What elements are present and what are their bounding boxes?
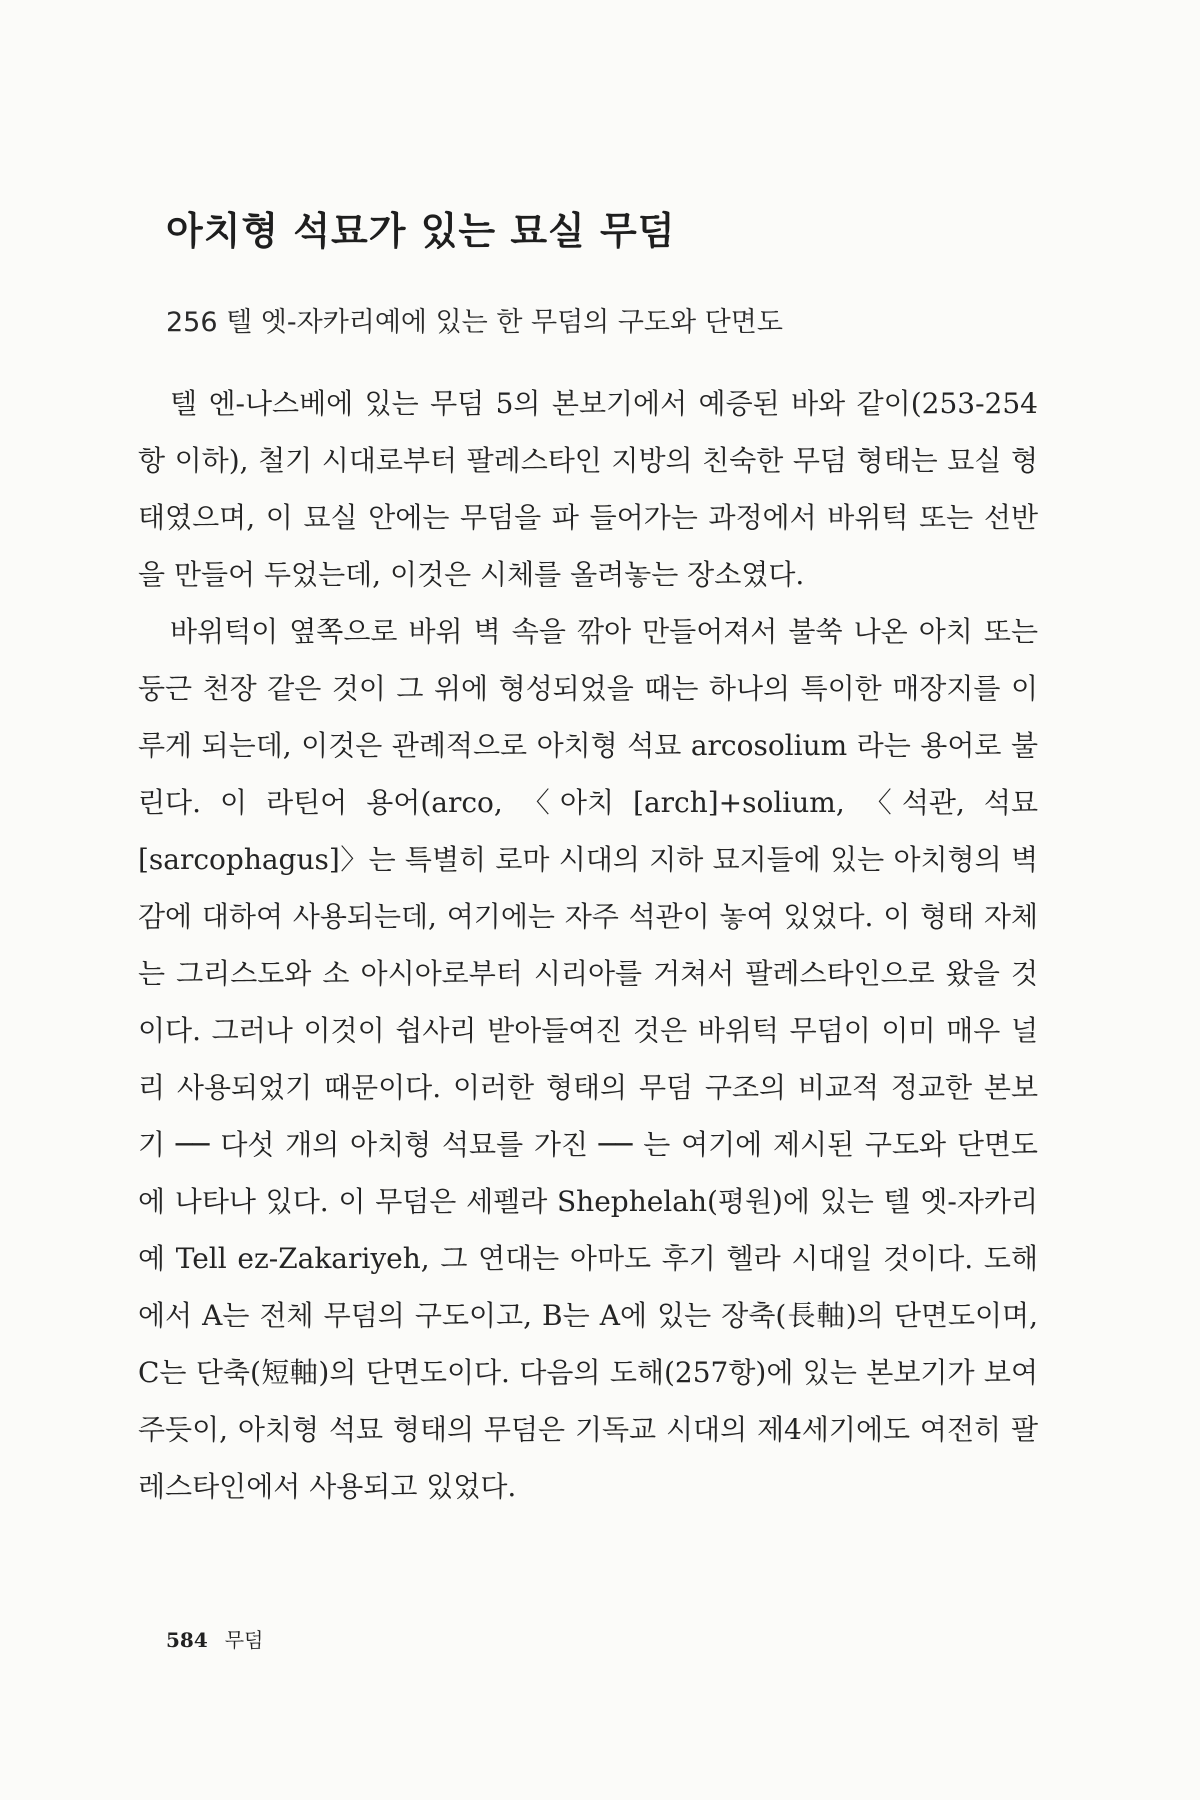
page-title: 아치형 석묘가 있는 묘실 무덤 bbox=[166, 208, 676, 253]
body-text bbox=[138, 375, 1038, 1515]
paragraph-2: 바위턱이 옆쪽으로 바위 벽 속을 깎아 만들어져서 불쑥 나온 아치 또는 둥근 천장 같은 것이 그 위에 형성되었을 때는 하나의 특이한 매장지를 이루게 되는데, 이것은 관례적으로 아치형 석묘 arcosolium 라는 용어로 불린다. 이 라틴어 용어(arco, 〈아치 [arch]+solium, 〈석관, 석묘[sarcophagus]〉는 특별히 로마 시대의 지하 묘지들에 있는 아치형의 벽감에 대하여 사용되는데, 여기에는 자주 석관이 놓여 있었다. 이 형태 자체는 그리스도와 소 아시아로부터 시리아를 거쳐서 팔레스타인으로 왔을 것이다. 그러나 이것이 쉽사리 받아들여진 것은 바위턱 무덤이 이미 매우 널리 사용되었기 때문이다. 이러한 형태의 무덤 구조의 비교적 정교한 본보기 ── 다섯 개의 아치형 석묘를 가진 ── 는 여기에 제시된 구도와 단면도에 나타나 있다. 이 무덤은 세펠라 Shephelah(평원)에 있는 텔 엣-자카리예 Tell ez-Zakariyeh, 그 연대는 아마도 후기 헬라 시대일 것이다. 도해에서 A는 전체 무덤의 구도이고, B는 A에 있는 장축(長軸)의 단면도이며, C는 단축(短軸)의 단면도이다. 다음의 도해(257항)에 있는 본보기가 보여 주듯이, 아치형 석묘 형태의 무덤은 기독교 시대의 제4세기에도 여전히 팔레스타인에서 사용되고 있었다. bbox=[138, 615, 1038, 1503]
footer-section: 무덤 bbox=[224, 1628, 264, 1652]
page-number: 584 bbox=[166, 1628, 208, 1652]
page-footer bbox=[166, 1624, 263, 1653]
figure-caption: 256 텔 엣-자카리예에 있는 한 무덤의 구도와 단면도 bbox=[166, 307, 783, 338]
paragraph-1: 텔 엔-나스베에 있는 무덤 5의 본보기에서 예증된 바와 같이(253-254항 이하), 철기 시대로부터 팔레스타인 지방의 친숙한 무덤 형태는 묘실 형태였으며, 이 묘실 안에는 무덤을 파 들어가는 과정에서 바위턱 또는 선반을 만들어 두었는데, 이것은 시체를 올려놓는 장소였다. bbox=[138, 387, 1038, 591]
